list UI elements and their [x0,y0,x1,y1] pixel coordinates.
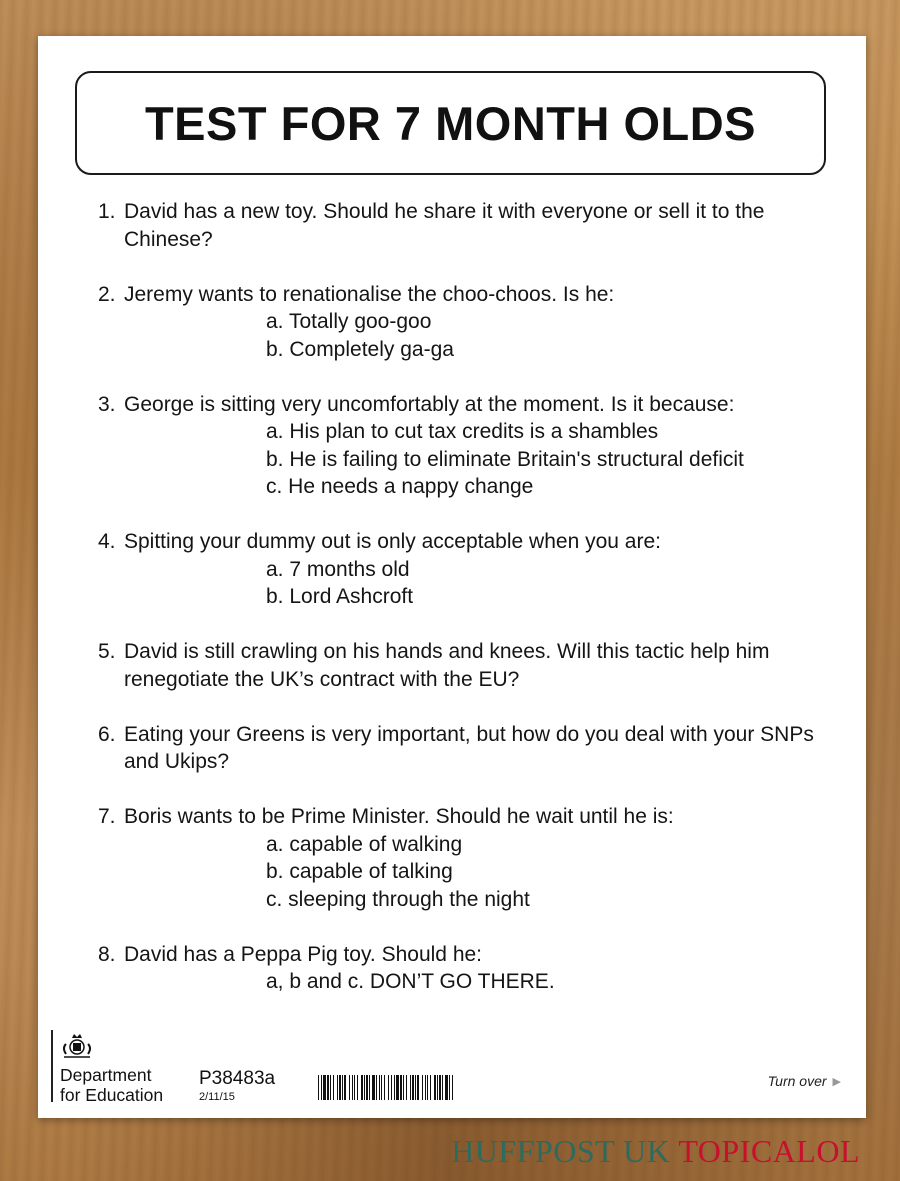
barcode-bar [384,1075,385,1100]
question-text: Spitting your dummy out is only acceptable when you are: [124,530,661,553]
barcode-bar [357,1075,358,1100]
answer-option: b. Lord Ashcroft [266,585,414,608]
question-item [98,721,818,776]
question-number: 3. [98,392,116,416]
turn-over[interactable] [768,1073,841,1089]
question-text: Eating your Greens is very important, but how do you deal with your SNPs and Ukips? [124,722,814,773]
page-title: TEST FOR 7 MONTH OLDS [144,96,757,150]
barcode-bar [427,1075,428,1100]
barcode-bar [442,1075,443,1100]
barcode-bar [321,1075,322,1100]
barcode-bar [318,1075,319,1100]
barcode-bar [412,1075,414,1100]
question-body [124,391,818,501]
barcode-bar [437,1075,438,1100]
answer-option: b. He is failing to eliminate Britain's structural deficit [266,447,744,471]
question-list [98,198,818,1023]
answer-option: c. sleeping through the night [266,887,530,911]
brand-part-3: TOPICALOL [678,1133,860,1169]
barcode-bar [366,1075,368,1100]
barcode-bar [449,1075,450,1100]
question-text: Jeremy wants to renationalise the choo-choos. Is he: [124,282,615,306]
barcode-bar [400,1075,402,1100]
barcode-bar [445,1075,448,1100]
barcode-bar [339,1075,341,1100]
answer-options [266,831,818,914]
footer-divider [51,1030,53,1102]
question-body [124,528,818,611]
question-text: George is sitting very uncomfortably at the moment. Is it because: [124,392,735,416]
question-body [124,803,818,913]
barcode-bar [344,1075,346,1100]
dept-line-1: Department [60,1065,152,1085]
barcode-bar [333,1075,334,1100]
question-number: 4. [98,530,116,553]
answer-option: b. Completely ga-ga [266,337,454,361]
question-body [124,721,818,776]
question-number: 7. [98,805,116,828]
question-body [124,281,818,364]
royal-crest-icon [58,1032,96,1060]
barcode-bar [403,1075,404,1100]
question-text: Boris wants to be Prime Minister. Should he wait until he is: [124,805,674,828]
barcode-bar [376,1075,377,1100]
barcode-bar [410,1075,411,1100]
barcode-bar [452,1075,453,1100]
question-text: David has a new toy. Should he share it with everyone or sell it to the Chinese? [124,200,765,251]
barcode-bar [337,1075,338,1100]
answer-option: a. His plan to cut tax credits is a shambles [266,420,659,443]
department-name [60,1065,163,1105]
answer-option: b. capable of talking [266,860,453,883]
question-text: David has a Peppa Pig toy. Should he: [124,942,483,966]
question-body [124,941,818,996]
question-item [98,198,818,253]
answer-option: a. Totally goo-goo [266,310,432,333]
turn-over-label: Turn over [767,1073,827,1089]
question-number: 8. [98,942,116,966]
answer-option: a. 7 months old [266,557,410,581]
barcode-bar [434,1075,436,1100]
barcode-bar [372,1075,375,1100]
question-item [98,528,818,611]
barcode [318,1075,454,1100]
barcode-bar [327,1075,329,1100]
barcode-bar [415,1075,416,1100]
barcode-bar [330,1075,331,1100]
barcode-bar [422,1075,423,1100]
question-body [124,198,818,253]
brand-part-1: HUFFPOST [451,1133,615,1169]
question-number: 2. [98,282,116,306]
answer-option: a. capable of walking [266,832,463,856]
question-item [98,941,818,996]
answer-options [266,418,818,501]
question-item [98,638,818,693]
play-arrow-icon: ▶ [832,1075,841,1088]
dept-line-2: for Education [60,1085,164,1105]
barcode-bar [354,1075,355,1100]
barcode-bar [430,1075,431,1100]
exam-paper [38,36,866,1118]
question-text: David is still crawling on his hands and knees. Will this tactic help him renegotiate the UK’s contract with the EU? [124,640,770,691]
brand-part-2: UK [623,1133,671,1169]
barcode-bar [379,1075,380,1100]
barcode-bar [417,1075,419,1100]
barcode-bar [349,1075,350,1100]
question-item [98,803,818,913]
barcode-bar [342,1075,343,1100]
barcode-bar [394,1075,395,1100]
barcode-bar [406,1075,407,1100]
question-item [98,281,818,364]
barcode-bar [381,1075,382,1100]
question-number: 5. [98,640,116,663]
barcode-bar [388,1075,389,1100]
barcode-bar [352,1075,353,1100]
paper-date: 2/11/15 [199,1091,235,1103]
barcode-bar [391,1075,392,1100]
answer-options [266,308,818,363]
barcode-bar [364,1075,365,1100]
brand-watermark [451,1133,860,1170]
barcode-bar [396,1075,399,1100]
answer-option: a, b and c. DON’T GO THERE. [266,970,555,993]
barcode-bar [439,1075,441,1100]
barcode-bar [369,1075,370,1100]
barcode-bar [425,1075,426,1100]
question-number: 1. [98,200,116,223]
answer-options [266,556,818,611]
barcode-bar [361,1075,363,1100]
question-number: 6. [98,722,116,746]
question-body [124,638,818,693]
answer-options [266,968,818,996]
barcode-bar [323,1075,326,1100]
title-box [75,71,826,175]
question-item [98,391,818,501]
paper-code: P38483a [199,1068,276,1089]
answer-option: c. He needs a nappy change [266,475,534,498]
